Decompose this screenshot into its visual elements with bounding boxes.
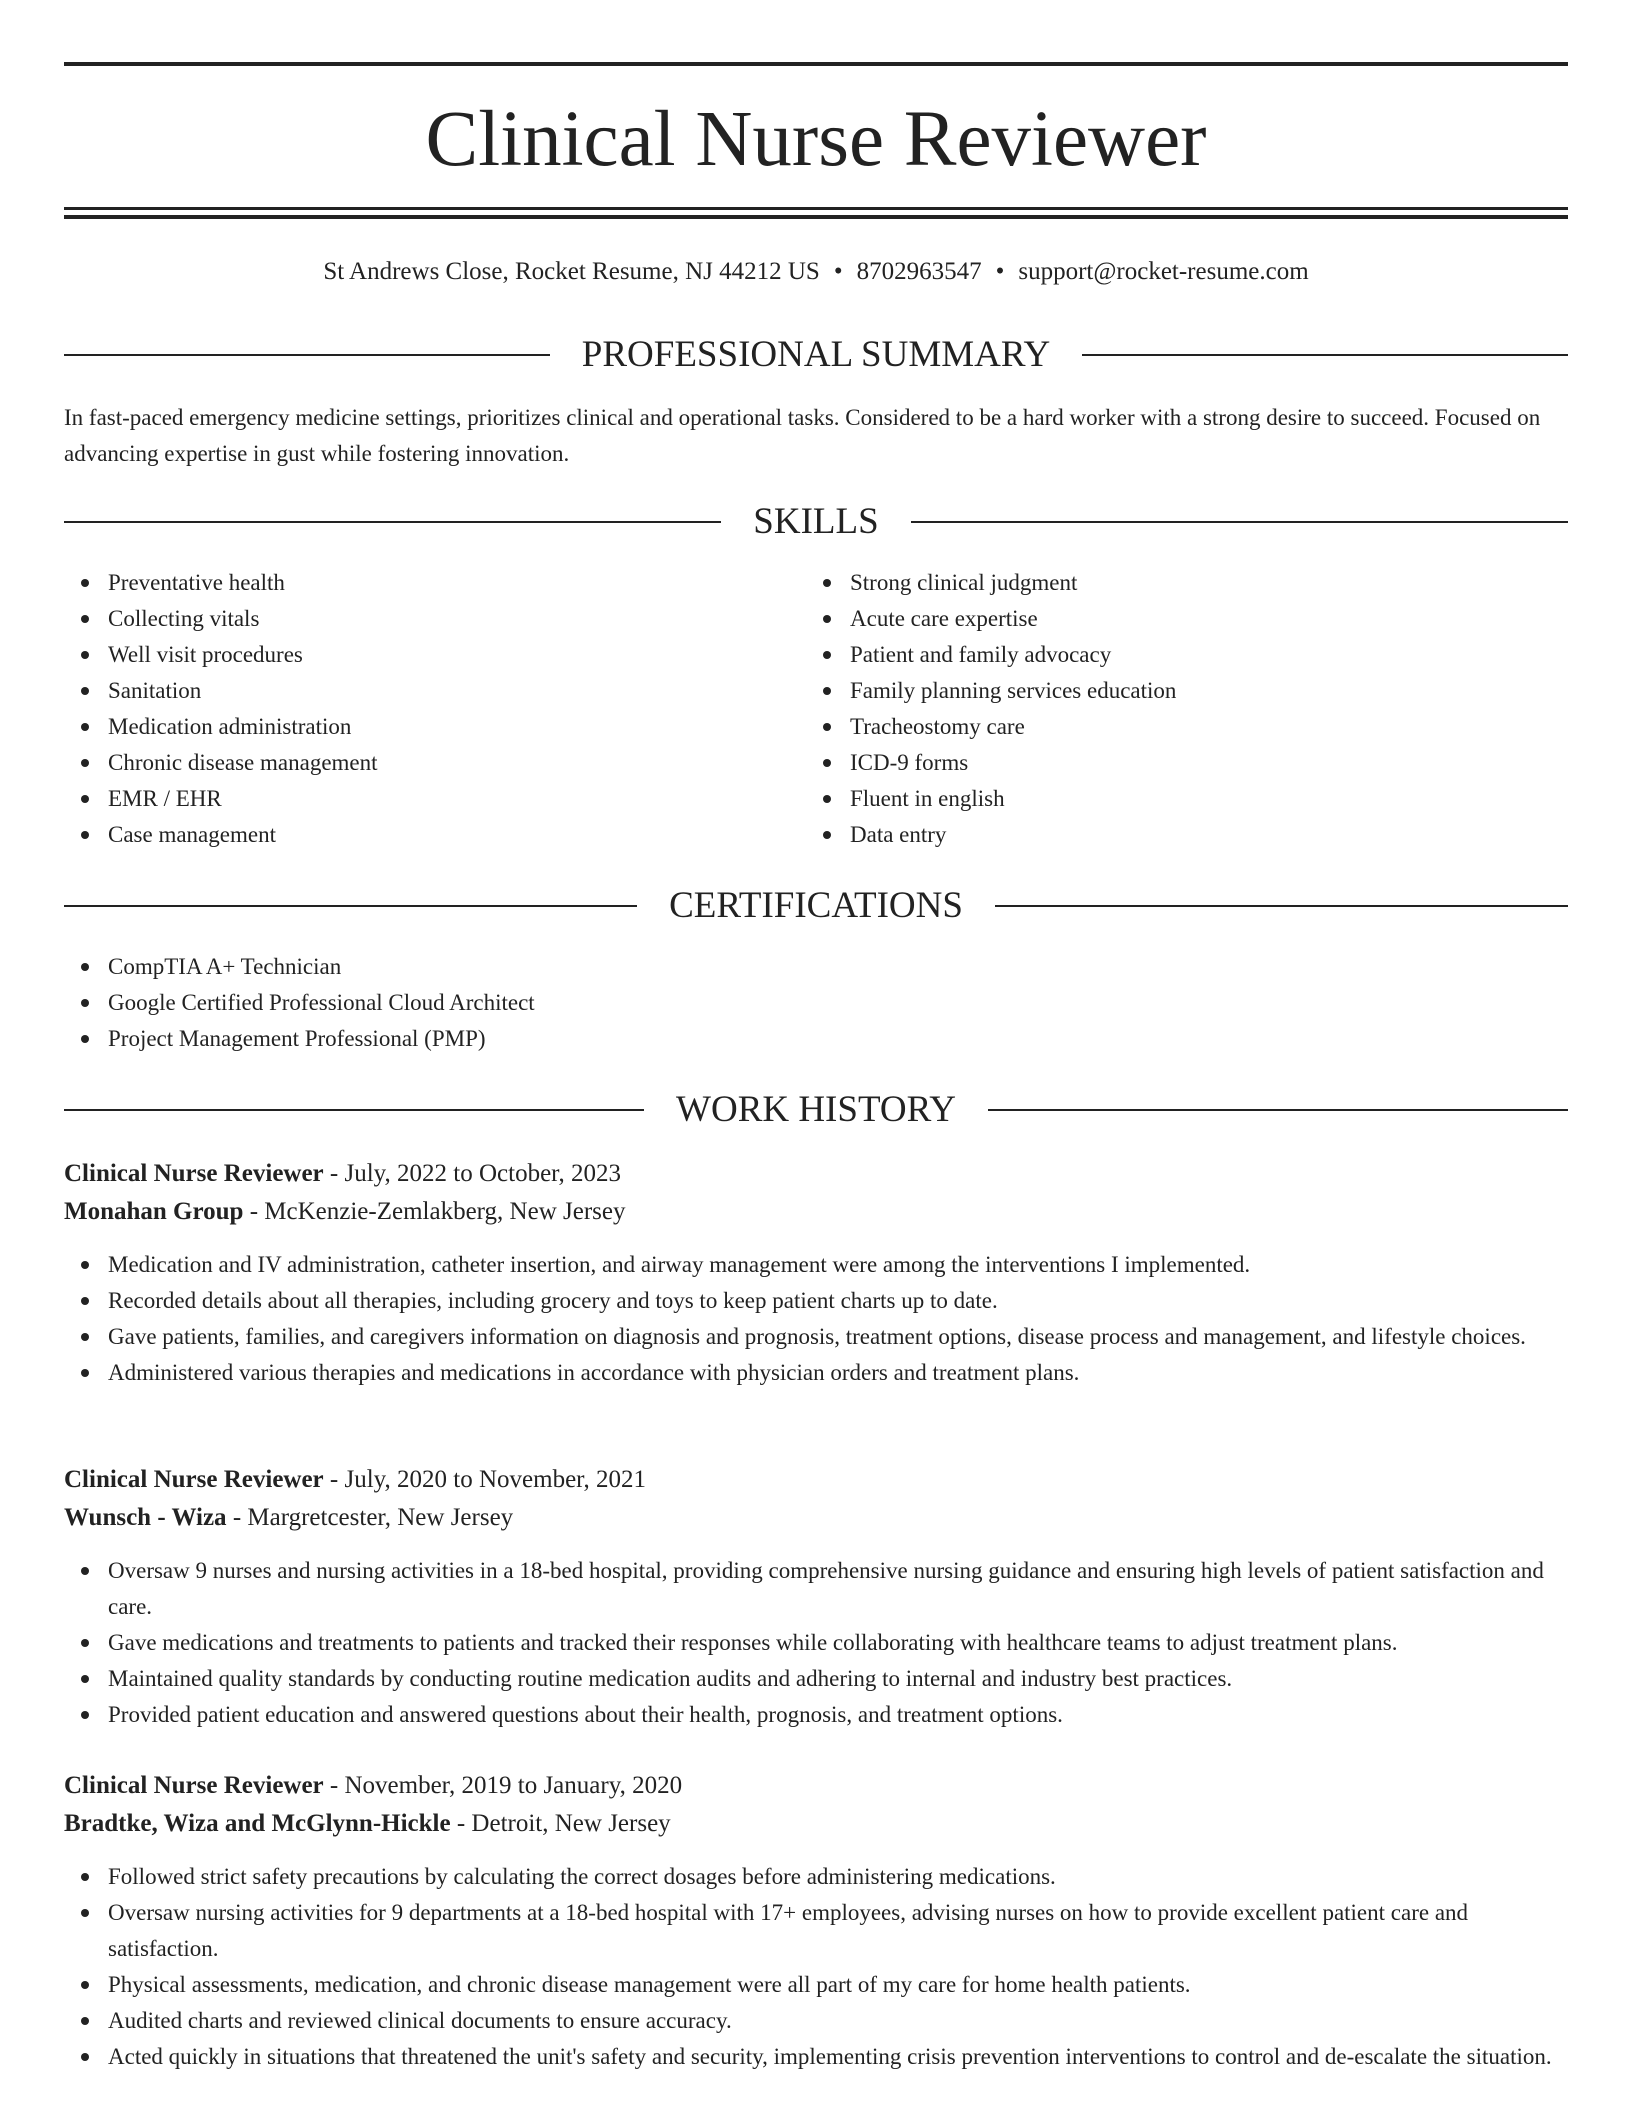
list-item: Medication administration (64, 709, 764, 745)
summary-heading (64, 330, 1568, 380)
resume-title: Clinical Nurse Reviewer (425, 96, 1207, 183)
heading-rule (1082, 354, 1568, 356)
job-bullet-list (64, 1553, 1568, 1733)
job-dates: - July, 2022 to October, 2023 (323, 1160, 621, 1187)
job-company: Monahan Group (64, 1198, 244, 1225)
list-item: Strong clinical judgment (806, 565, 1506, 601)
job-title-line (64, 1767, 1568, 1805)
list-item: Family planning services education (806, 673, 1506, 709)
job-company-line (64, 1193, 1568, 1231)
heading-rule (995, 905, 1568, 907)
heading-rule (988, 1109, 1568, 1111)
list-item: Followed strict safety precautions by calculating the correct dosages before administering medications. (64, 1859, 1568, 1895)
list-item: Project Management Professional (PMP) (64, 1021, 1568, 1057)
heading-rule (64, 354, 550, 356)
job-company: Wunsch - Wiza (64, 1504, 227, 1531)
list-item: Google Certified Professional Cloud Architect (64, 985, 1568, 1021)
summary-text: In fast-paced emergency medicine settings, prioritizes clinical and operational tasks. Considered to be a hard worker with a strong desire to succeed. Focused on advancing expertise in gust while fostering innovation. (64, 405, 1541, 466)
list-item: Fluent in english (806, 781, 1506, 817)
certifications-column (64, 949, 1568, 1057)
list-item: Gave patients, families, and caregivers information on diagnosis and prognosis, treatment options, disease process and management, and lifestyle choices. (64, 1319, 1568, 1355)
job-title: Clinical Nurse Reviewer (64, 1466, 324, 1493)
skills-left-column (64, 565, 764, 853)
skills-heading-label: SKILLS (753, 501, 879, 542)
skills-heading (64, 497, 1568, 547)
certifications-heading-label: CERTIFICATIONS (669, 885, 963, 926)
job-bullets (64, 1553, 1568, 1733)
list-item: Audited charts and reviewed clinical documents to ensure accuracy. (64, 2003, 1568, 2039)
header-top-rule (64, 62, 1568, 66)
list-item: Sanitation (64, 673, 764, 709)
job-title-line (64, 1155, 1568, 1193)
job-bullets (64, 1859, 1568, 2075)
job-bullets (64, 1247, 1568, 1391)
list-item: Acute care expertise (806, 601, 1506, 637)
list-item: Collecting vitals (64, 601, 764, 637)
contact-phone: 8702963547 (856, 258, 982, 285)
heading-rule (64, 905, 637, 907)
list-item: Case management (64, 817, 764, 853)
list-item: Patient and family advocacy (806, 637, 1506, 673)
skills-right-list (806, 565, 1506, 853)
list-item: Provided patient education and answered questions about their health, prognosis, and treatment options. (64, 1697, 1568, 1733)
job-location: - McKenzie-Zemlakberg, New Jersey (243, 1198, 626, 1225)
list-item: Oversaw 9 nurses and nursing activities in a 18-bed hospital, providing comprehensive nursing guidance and ensuring high levels of patient satisfaction and care. (64, 1553, 1568, 1625)
job-bullet-list (64, 1859, 1568, 2075)
header-bottom-rule-lower (64, 215, 1568, 219)
summary-heading-label: PROFESSIONAL SUMMARY (581, 334, 1051, 375)
list-item: Administered various therapies and medications in accordance with physician orders and treatment plans. (64, 1355, 1568, 1391)
list-item: ICD-9 forms (806, 745, 1506, 781)
contact-address: St Andrews Close, Rocket Resume, NJ 44212 US (323, 258, 820, 285)
job-company-line (64, 1805, 1568, 1843)
skills-right-column (806, 565, 1506, 853)
contact-separator: • (833, 258, 843, 285)
header-bottom-rule-upper (64, 207, 1568, 210)
list-item: Maintained quality standards by conducting routine medication audits and adhering to internal and industry best practices. (64, 1661, 1568, 1697)
work-history-heading-label: WORK HISTORY (676, 1089, 956, 1130)
job-title: Clinical Nurse Reviewer (64, 1772, 324, 1799)
certifications-list (64, 949, 1568, 1057)
job-dates: - July, 2020 to November, 2021 (323, 1466, 646, 1493)
contact-email: support@rocket-resume.com (1018, 258, 1309, 285)
work-history-heading (64, 1085, 1568, 1135)
skills-left-list (64, 565, 764, 853)
job-title: Clinical Nurse Reviewer (64, 1160, 324, 1187)
list-item: Oversaw nursing activities for 9 departments at a 18-bed hospital with 17+ employees, advising nurses on how to provide excellent patient care and satisfaction. (64, 1895, 1568, 1967)
list-item: Data entry (806, 817, 1506, 853)
list-item: Recorded details about all therapies, including grocery and toys to keep patient charts up to date. (64, 1283, 1568, 1319)
heading-rule (64, 521, 721, 523)
job-location: - Detroit, New Jersey (450, 1810, 671, 1837)
job-location: - Margretcester, New Jersey (226, 1504, 514, 1531)
list-item: CompTIA A+ Technician (64, 949, 1568, 985)
heading-rule (911, 521, 1568, 523)
list-item: Acted quickly in situations that threatened the unit's safety and security, implementing crisis prevention interventions to control and de-escalate the situation. (64, 2039, 1568, 2075)
list-item: Physical assessments, medication, and chronic disease management were all part of my care for home health patients. (64, 1967, 1568, 2003)
job-company: Bradtke, Wiza and McGlynn-Hickle (64, 1810, 451, 1837)
job-company-line (64, 1499, 1568, 1537)
job-dates: - November, 2019 to January, 2020 (323, 1772, 683, 1799)
list-item: Preventative health (64, 565, 764, 601)
heading-rule (64, 1109, 644, 1111)
contact-separator: • (995, 258, 1005, 285)
contact-line (64, 252, 1568, 292)
list-item: Tracheostomy care (806, 709, 1506, 745)
list-item: Medication and IV administration, catheter insertion, and airway management were among the interventions I implemented. (64, 1247, 1568, 1283)
certifications-heading (64, 881, 1568, 931)
list-item: EMR / EHR (64, 781, 764, 817)
list-item: Well visit procedures (64, 637, 764, 673)
job-title-line (64, 1461, 1568, 1499)
list-item: Gave medications and treatments to patients and tracked their responses while collaborating with healthcare teams to adjust treatment plans. (64, 1625, 1568, 1661)
job-bullet-list (64, 1247, 1568, 1391)
list-item: Chronic disease management (64, 745, 764, 781)
